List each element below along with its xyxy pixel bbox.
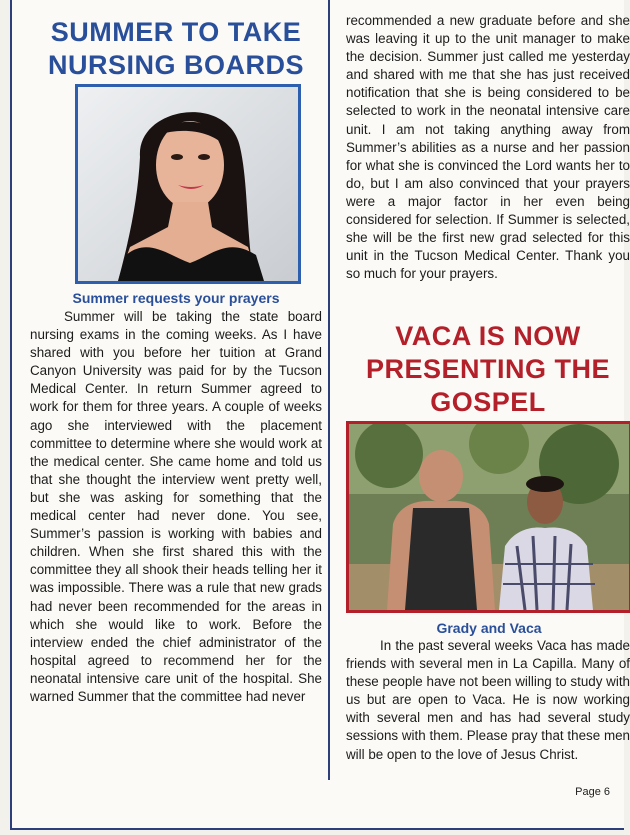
vaca-headline bbox=[346, 320, 630, 419]
summer-photo bbox=[75, 84, 301, 284]
summer-portrait-image bbox=[78, 87, 298, 281]
summer-headline bbox=[30, 16, 322, 82]
grady-vaca-photo bbox=[346, 421, 630, 613]
headline-line: PRESENTING THE bbox=[365, 354, 611, 384]
headline-line: NURSING BOARDS bbox=[47, 50, 304, 80]
headline-line: SUMMER TO TAKE bbox=[50, 17, 302, 47]
page-number: Page 6 bbox=[575, 786, 610, 798]
grady-vaca-caption: Grady and Vaca bbox=[436, 620, 542, 636]
headline-line: VACA IS NOW bbox=[395, 321, 581, 351]
summer-photo-caption: Summer requests your prayers bbox=[72, 290, 280, 306]
column-divider bbox=[328, 0, 330, 780]
summer-article-body: Summer will be taking the state board nursing exams in the coming weeks. As I have shared with you before her tuition at Grand Canyon University was paid for by the Tucson Medical Center. In return Summer agreed to work for them for three years. A couple of weeks ago she interviewed with the placement committee to determine where she would work at the medical center. She came home and told us that she thought the interview went pretty well, but she was asking for something that the medical center had never done. You see, Summer’s passion is working with babies and children. When she first shared this with the committee they all shook their heads telling her it was impossible. There was a rule that new grads had never been recommended for the areas in which she would like to work. Before the interview ended the chief administrator of the hospital agreed to recommend her for the neonatal intensive care unit of the hospital. She warned Summer that the committee had never bbox=[30, 309, 322, 704]
newsletter-page bbox=[10, 0, 630, 830]
vaca-article-body: In the past several weeks Vaca has made friends with several men in La Capilla. Many of these people have not been willing to study with us but are open to Vaca. He is now working with several men and has had several study sessions with them. Please pray that these men will be open to the love of Jesus Christ. bbox=[346, 638, 630, 762]
headline-line: GOSPEL bbox=[430, 387, 546, 417]
summer-article-continued: recommended a new graduate before and she was leaving it up to the unit manager to make the decision. Summer just called me yesterday and shared with me that she has just received notification that she is being considered to be selected to work in the neonatal intensive care unit. I am not taking anything away from Summer’s abilities as a nurse and her passion for what she is convinced the Lord wants her to do, but I am also convinced that your prayers were a major factor in her even being considered for selection. If Summer is selected, she will be the first new grad selected for this unit in the Tucson Medical Center. Thank you so much for your prayers. bbox=[346, 13, 630, 282]
grady-vaca-image bbox=[349, 424, 629, 610]
